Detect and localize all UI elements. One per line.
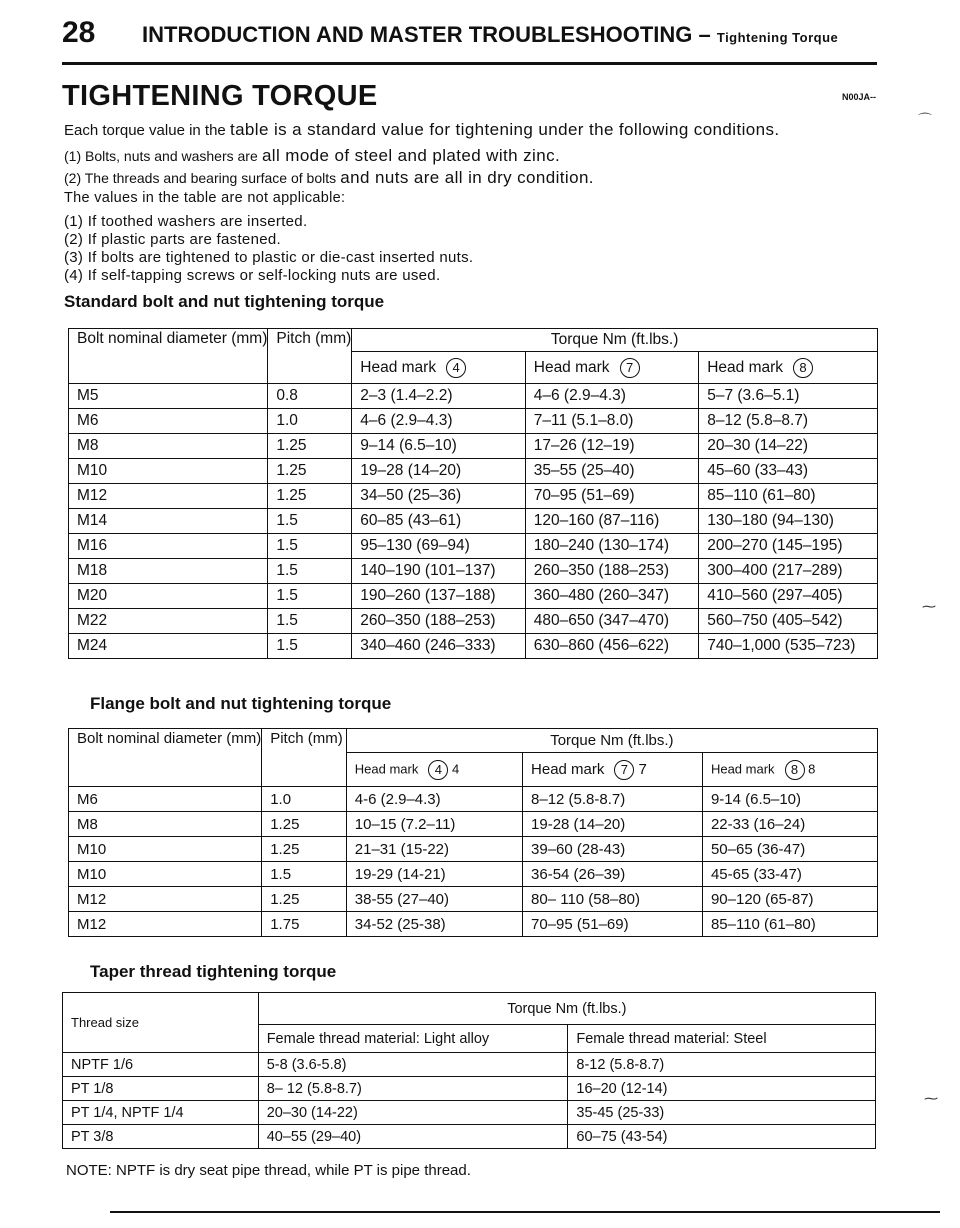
col-diameter: Bolt nominal diameter (mm) bbox=[69, 729, 262, 787]
table-row bbox=[69, 534, 878, 559]
table-cell: 300–400 (217–289) bbox=[699, 559, 878, 584]
head-mark-8-icon: 8 bbox=[785, 760, 805, 780]
head-mark-label: Head mark bbox=[360, 358, 437, 376]
table-cell: 8– 12 (5.8-8.7) bbox=[258, 1077, 568, 1101]
table-cell: PT 1/8 bbox=[63, 1077, 259, 1101]
table-cell: 5-8 (3.6-5.8) bbox=[258, 1053, 568, 1077]
table-row bbox=[69, 409, 878, 434]
table-cell: M8 bbox=[69, 812, 262, 837]
table-cell: 9–14 (6.5–10) bbox=[352, 434, 525, 459]
scan-artifact-icon: ⁓ bbox=[924, 1090, 938, 1106]
condition-b: and nuts are all in dry condition. bbox=[340, 168, 594, 187]
table-row bbox=[69, 609, 878, 634]
col-light-alloy: Female thread material: Light alloy bbox=[258, 1025, 568, 1053]
footnote: NOTE: NPTF is dry seat pipe thread, while PT is pipe thread. bbox=[66, 1162, 471, 1179]
table-cell: M10 bbox=[69, 862, 262, 887]
condition-b: all mode of steel and plated with zinc. bbox=[261, 146, 561, 165]
table-cell: PT 3/8 bbox=[63, 1125, 259, 1149]
condition-a: (1) Bolts, nuts and washers are bbox=[64, 148, 258, 164]
col-diameter: Bolt nominal diameter (mm) bbox=[69, 329, 268, 384]
table-cell: 1.5 bbox=[268, 509, 352, 534]
table-row bbox=[63, 1125, 876, 1149]
table-cell: M24 bbox=[69, 634, 268, 659]
table-cell: 95–130 (69–94) bbox=[352, 534, 525, 559]
head-mark-7 bbox=[525, 352, 698, 384]
table-cell: 260–350 (188–253) bbox=[525, 559, 698, 584]
table-cell: 8–12 (5.8–8.7) bbox=[699, 409, 878, 434]
table-cell: 1.5 bbox=[268, 534, 352, 559]
table-cell: 35–55 (25–40) bbox=[525, 459, 698, 484]
table-cell: M6 bbox=[69, 787, 262, 812]
table-row bbox=[63, 1077, 876, 1101]
table-cell: 360–480 (260–347) bbox=[525, 584, 698, 609]
table-cell: 1.25 bbox=[268, 459, 352, 484]
table-cell: M12 bbox=[69, 887, 262, 912]
table-row bbox=[69, 912, 878, 937]
head-mark-suffix: 4 bbox=[451, 760, 460, 776]
col-pitch: Pitch (mm) bbox=[268, 329, 352, 384]
table-cell: 200–270 (145–195) bbox=[699, 534, 878, 559]
table-cell: M16 bbox=[69, 534, 268, 559]
head-mark-label: Head mark bbox=[707, 358, 784, 376]
table-cell: 10–15 (7.2–11) bbox=[346, 812, 522, 837]
table-cell: 70–95 (51–69) bbox=[525, 484, 698, 509]
table-cell: 0.8 bbox=[268, 384, 352, 409]
col-thread-size: Thread size bbox=[63, 993, 259, 1053]
head-mark-8 bbox=[699, 352, 878, 384]
table-cell: 80– 110 (58–80) bbox=[523, 887, 703, 912]
table-cell: 480–650 (347–470) bbox=[525, 609, 698, 634]
head-mark-8-icon: 8 bbox=[793, 358, 813, 378]
table-cell: 1.5 bbox=[268, 584, 352, 609]
table-cell: 85–110 (61–80) bbox=[699, 484, 878, 509]
table-cell: 4-6 (2.9–4.3) bbox=[346, 787, 522, 812]
scan-artifact-icon: ⌒ bbox=[918, 112, 932, 128]
table-row bbox=[69, 812, 878, 837]
table-cell: M10 bbox=[69, 459, 268, 484]
table-row bbox=[69, 634, 878, 659]
table-row bbox=[69, 837, 878, 862]
flange-torque-table bbox=[68, 728, 878, 937]
table-cell: 19-28 (14–20) bbox=[523, 812, 703, 837]
head-mark-7-icon: 7 bbox=[620, 358, 640, 378]
table-cell: 60–75 (43-54) bbox=[568, 1125, 876, 1149]
table-cell: 2–3 (1.4–2.2) bbox=[352, 384, 525, 409]
table-cell: 60–85 (43–61) bbox=[352, 509, 525, 534]
list-item: (3) If bolts are tightened to plastic or die-cast inserted nuts. bbox=[64, 249, 474, 266]
table-header-row bbox=[69, 329, 878, 352]
table-cell: 16–20 (12-14) bbox=[568, 1077, 876, 1101]
condition-a: (2) The threads and bearing surface of bolts bbox=[64, 170, 337, 186]
head-mark-label: Head mark bbox=[533, 358, 610, 376]
col-steel: Female thread material: Steel bbox=[568, 1025, 876, 1053]
table-cell: 140–190 (101–137) bbox=[352, 559, 525, 584]
header-subtitle: Tightening Torque bbox=[716, 30, 839, 45]
head-mark-4 bbox=[352, 352, 525, 384]
table-cell: 120–160 (87–116) bbox=[525, 509, 698, 534]
condition-item bbox=[64, 168, 594, 188]
table-cell: 50–65 (36-47) bbox=[702, 837, 877, 862]
table-cell: 45–60 (33–43) bbox=[699, 459, 878, 484]
footer-rule bbox=[110, 1211, 940, 1213]
col-torque: Torque Nm (ft.lbs.) bbox=[352, 329, 878, 352]
table-row bbox=[69, 384, 878, 409]
head-mark-4-icon: 4 bbox=[446, 358, 466, 378]
standard-table-body bbox=[69, 384, 878, 659]
table-cell: M12 bbox=[69, 912, 262, 937]
table-cell: 260–350 (188–253) bbox=[352, 609, 525, 634]
head-mark-7 bbox=[523, 753, 703, 787]
table-row bbox=[63, 1053, 876, 1077]
standard-heading: Standard bolt and nut tightening torque bbox=[64, 292, 385, 311]
intro-line-a: Each torque value in the bbox=[64, 122, 226, 139]
table-cell: 40–55 (29–40) bbox=[258, 1125, 568, 1149]
table-row bbox=[69, 559, 878, 584]
table-row bbox=[69, 484, 878, 509]
table-cell: NPTF 1/6 bbox=[63, 1053, 259, 1077]
table-cell: 130–180 (94–130) bbox=[699, 509, 878, 534]
head-mark-8 bbox=[702, 753, 877, 787]
table-cell: 190–260 (137–188) bbox=[352, 584, 525, 609]
section-code: N00JA-- bbox=[842, 92, 877, 102]
table-cell: M10 bbox=[69, 837, 262, 862]
table-cell: 45-65 (33-47) bbox=[702, 862, 877, 887]
condition-item bbox=[64, 146, 560, 166]
table-cell: 4–6 (2.9–4.3) bbox=[525, 384, 698, 409]
table-cell: 1.25 bbox=[262, 812, 347, 837]
table-cell: 20–30 (14–22) bbox=[699, 434, 878, 459]
table-cell: 1.0 bbox=[268, 409, 352, 434]
table-cell: 1.5 bbox=[268, 559, 352, 584]
table-cell: M14 bbox=[69, 509, 268, 534]
col-pitch: Pitch (mm) bbox=[262, 729, 347, 787]
not-applicable-title: The values in the table are not applicable: bbox=[64, 190, 346, 206]
table-cell: M20 bbox=[69, 584, 268, 609]
table-cell: 19–28 (14–20) bbox=[352, 459, 525, 484]
table-cell: M12 bbox=[69, 484, 268, 509]
table-cell: 17–26 (12–19) bbox=[525, 434, 698, 459]
head-mark-label: Head mark bbox=[354, 760, 419, 776]
table-cell: 560–750 (405–542) bbox=[699, 609, 878, 634]
table-cell: M6 bbox=[69, 409, 268, 434]
list-item: (4) If self-tapping screws or self-locking nuts are used. bbox=[64, 267, 441, 284]
header-title bbox=[142, 22, 838, 48]
head-mark-label: Head mark bbox=[531, 760, 605, 778]
table-cell: 1.5 bbox=[268, 609, 352, 634]
head-mark-4-icon: 4 bbox=[428, 760, 448, 780]
head-mark-suffix: 7 bbox=[638, 760, 647, 778]
table-cell: PT 1/4, NPTF 1/4 bbox=[63, 1101, 259, 1125]
table-cell: 36-54 (26–39) bbox=[523, 862, 703, 887]
head-mark-7-icon: 7 bbox=[614, 760, 634, 780]
head-mark-4 bbox=[346, 753, 522, 787]
table-cell: 19-29 (14-21) bbox=[346, 862, 522, 887]
intro-line bbox=[64, 120, 779, 140]
table-cell: 1.75 bbox=[262, 912, 347, 937]
table-cell: 1.5 bbox=[262, 862, 347, 887]
table-cell: 1.25 bbox=[262, 837, 347, 862]
table-cell: 1.25 bbox=[268, 434, 352, 459]
table-row bbox=[63, 1101, 876, 1125]
table-header-row bbox=[63, 993, 876, 1025]
taper-heading: Taper thread tightening torque bbox=[90, 962, 337, 981]
table-row bbox=[69, 459, 878, 484]
taper-torque-table bbox=[62, 992, 876, 1149]
table-cell: 180–240 (130–174) bbox=[525, 534, 698, 559]
head-mark-label: Head mark bbox=[710, 760, 775, 776]
list-item: (2) If plastic parts are fastened. bbox=[64, 231, 281, 248]
table-cell: 8–12 (5.8-8.7) bbox=[523, 787, 703, 812]
table-cell: M22 bbox=[69, 609, 268, 634]
table-cell: 1.0 bbox=[262, 787, 347, 812]
table-cell: 1.5 bbox=[268, 634, 352, 659]
taper-table-body bbox=[63, 1053, 876, 1149]
table-cell: 90–120 (65-87) bbox=[702, 887, 877, 912]
standard-torque-table bbox=[68, 328, 878, 659]
header-title-main: INTRODUCTION AND MASTER TROUBLESHOOTING – bbox=[142, 22, 711, 47]
table-cell: 9-14 (6.5–10) bbox=[702, 787, 877, 812]
list-item: (1) If toothed washers are inserted. bbox=[64, 213, 308, 230]
table-cell: M8 bbox=[69, 434, 268, 459]
table-cell: 34-52 (25-38) bbox=[346, 912, 522, 937]
table-cell: 35-45 (25-33) bbox=[568, 1101, 876, 1125]
flange-heading: Flange bolt and nut tightening torque bbox=[90, 694, 392, 713]
table-row bbox=[69, 787, 878, 812]
table-cell: 630–860 (456–622) bbox=[525, 634, 698, 659]
table-cell: 5–7 (3.6–5.1) bbox=[699, 384, 878, 409]
table-cell: 4–6 (2.9–4.3) bbox=[352, 409, 525, 434]
intro-line-b: table is a standard value for tightening under the following conditions. bbox=[229, 120, 780, 139]
table-cell: 34–50 (25–36) bbox=[352, 484, 525, 509]
table-row bbox=[69, 887, 878, 912]
col-torque: Torque Nm (ft.lbs.) bbox=[258, 993, 875, 1025]
table-cell: 7–11 (5.1–8.0) bbox=[525, 409, 698, 434]
scan-artifact-icon: ⁓ bbox=[922, 598, 936, 614]
head-mark-suffix: 8 bbox=[808, 760, 816, 776]
table-cell: 39–60 (28-43) bbox=[523, 837, 703, 862]
col-torque: Torque Nm (ft.lbs.) bbox=[346, 729, 877, 753]
table-cell: 8-12 (5.8-8.7) bbox=[568, 1053, 876, 1077]
table-row bbox=[69, 862, 878, 887]
flange-table-body bbox=[69, 787, 878, 937]
table-cell: 1.25 bbox=[262, 887, 347, 912]
table-row bbox=[69, 509, 878, 534]
table-cell: 340–460 (246–333) bbox=[352, 634, 525, 659]
table-header-row bbox=[69, 729, 878, 753]
table-cell: 1.25 bbox=[268, 484, 352, 509]
table-cell: 410–560 (297–405) bbox=[699, 584, 878, 609]
page-title: TIGHTENING TORQUE bbox=[62, 80, 378, 112]
page-number: 28 bbox=[62, 16, 96, 49]
table-cell: 22-33 (16–24) bbox=[702, 812, 877, 837]
table-cell: M18 bbox=[69, 559, 268, 584]
page-header bbox=[62, 14, 877, 65]
table-cell: 740–1,000 (535–723) bbox=[699, 634, 878, 659]
table-cell: 70–95 (51–69) bbox=[523, 912, 703, 937]
table-row bbox=[69, 584, 878, 609]
table-cell: 21–31 (15-22) bbox=[346, 837, 522, 862]
table-row bbox=[69, 434, 878, 459]
table-cell: 38-55 (27–40) bbox=[346, 887, 522, 912]
table-cell: 20–30 (14-22) bbox=[258, 1101, 568, 1125]
not-applicable-list bbox=[64, 213, 473, 285]
table-cell: M5 bbox=[69, 384, 268, 409]
table-cell: 85–110 (61–80) bbox=[702, 912, 877, 937]
